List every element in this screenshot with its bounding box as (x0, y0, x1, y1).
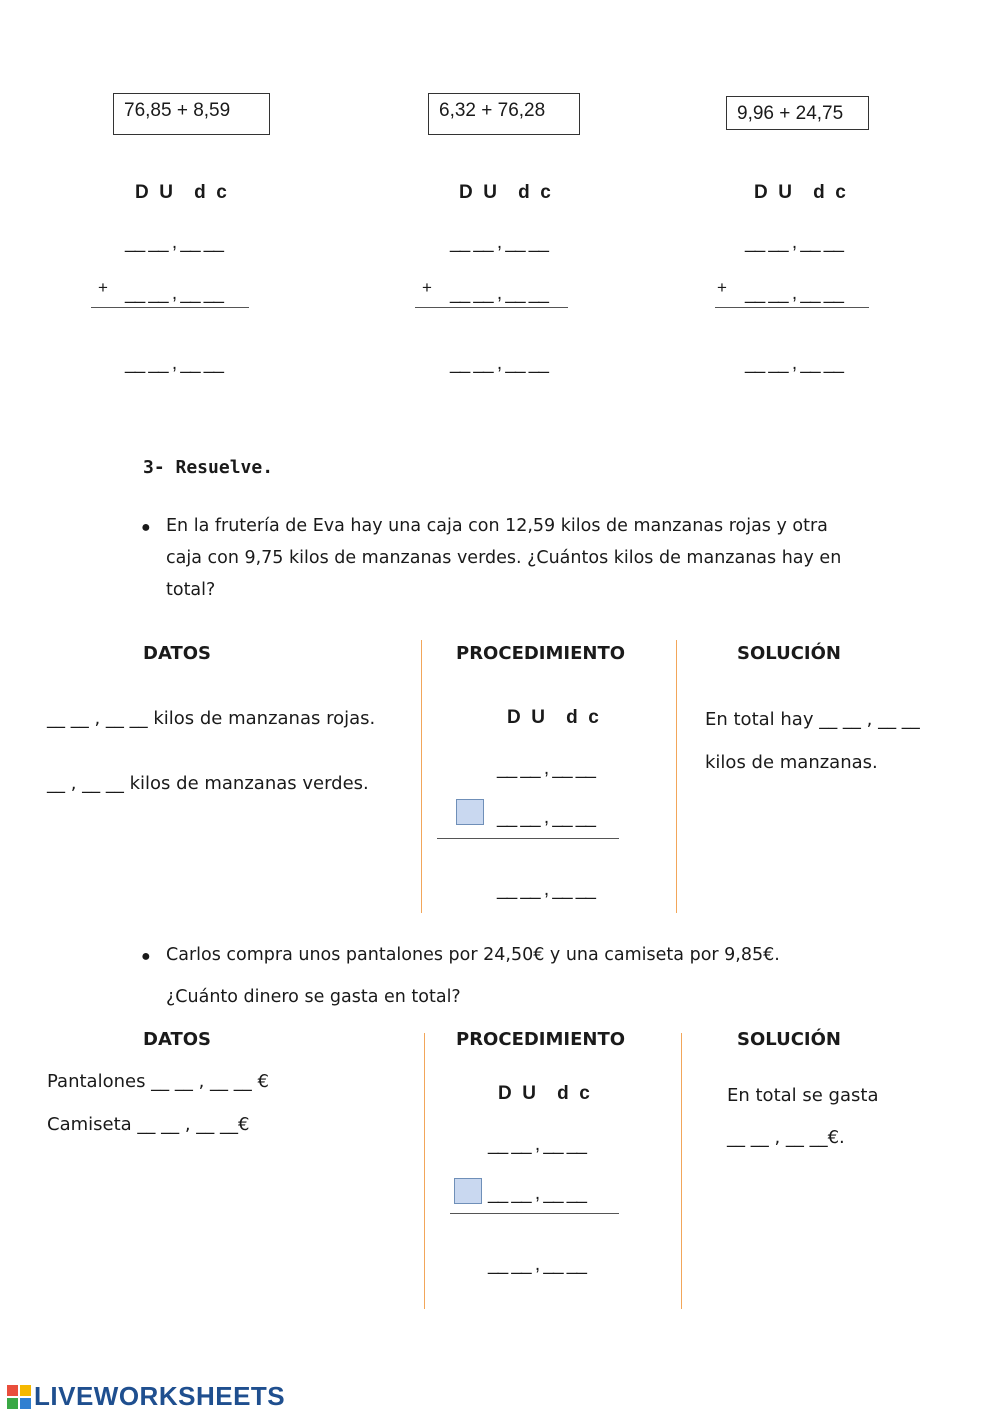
sum-rule-3 (715, 307, 869, 308)
problem-2-line-1: Carlos compra unos pantalones por 24,50€ y una camiseta por 9,85€. (166, 945, 780, 965)
sum-blank-1[interactable]: __ __ , __ __ (125, 353, 223, 374)
p1-addend-2-blank[interactable]: __ __ , __ __ (497, 807, 595, 828)
p2-addend-1-blank[interactable]: __ __ , __ __ (488, 1134, 586, 1155)
place-value-header-3: D U d c (754, 182, 846, 203)
problem-1-line-3: total? (166, 580, 216, 600)
problem-expression-2: 6,32 + 76,28 (439, 100, 546, 121)
addend-2-blank-3[interactable]: __ __ , __ __ (745, 283, 843, 304)
plus-sign-2: + (422, 278, 432, 297)
p2-sum-blank[interactable]: __ __ , __ __ (488, 1254, 586, 1275)
divider-1b (676, 640, 677, 913)
addend-2-blank-2[interactable]: __ __ , __ __ (450, 283, 548, 304)
p2-operator-input-box[interactable] (454, 1178, 482, 1204)
sum-rule-1 (91, 307, 249, 308)
addend-1-blank-3[interactable]: __ __ , __ __ (745, 232, 843, 253)
liveworksheets-logo-icon (6, 1384, 32, 1410)
p1-operator-input-box[interactable] (456, 799, 484, 825)
sum-blank-2[interactable]: __ __ , __ __ (450, 353, 548, 374)
bullet-2: ● (141, 948, 151, 965)
divider-2a (424, 1033, 425, 1309)
procedimiento-header-2: PROCEDIMIENTO (456, 1029, 626, 1050)
dato-camiseta[interactable]: Camiseta __ __ , __ __€ (47, 1114, 250, 1135)
p2-sum-rule (450, 1213, 619, 1214)
p1-solucion-line-1[interactable]: En total hay __ __ , __ __ (705, 709, 920, 730)
p1-sum-blank[interactable]: __ __ , __ __ (497, 879, 595, 900)
problem-expression-1: 76,85 + 8,59 (124, 100, 231, 121)
exercise-3-title: 3- Resuelve. (143, 457, 274, 478)
p2-addend-2-blank[interactable]: __ __ , __ __ (488, 1183, 586, 1204)
sum-blank-3[interactable]: __ __ , __ __ (745, 353, 843, 374)
problem-1-line-2: caja con 9,75 kilos de manzanas verdes. ¿Cuántos kilos de manzanas hay en (166, 548, 842, 568)
addend-1-blank-1[interactable]: __ __ , __ __ (125, 232, 223, 253)
bullet-1: ● (141, 519, 151, 536)
dato-pantalones[interactable]: Pantalones __ __ , __ __ € (47, 1071, 269, 1092)
liveworksheets-logo (6, 1381, 285, 1412)
place-value-header-2: D U d c (459, 182, 551, 203)
sum-rule-2 (415, 307, 568, 308)
place-value-header-p2: D U d c (498, 1083, 590, 1104)
procedimiento-header-1: PROCEDIMIENTO (456, 643, 626, 664)
problem-box-2 (428, 93, 580, 135)
solucion-header-2: SOLUCIÓN (737, 1029, 841, 1050)
addend-1-blank-2[interactable]: __ __ , __ __ (450, 232, 548, 253)
place-value-header-1: D U d c (135, 182, 227, 203)
problem-box-3 (726, 96, 869, 130)
problem-1-line-1: En la frutería de Eva hay una caja con 12,59 kilos de manzanas rojas y otra (166, 516, 828, 536)
problem-2-line-2: ¿Cuánto dinero se gasta en total? (166, 987, 461, 1007)
dato-2-green-apples[interactable]: __ , __ __ kilos de manzanas verdes. (47, 773, 369, 794)
dato-1-red-apples[interactable]: __ __ , __ __ kilos de manzanas rojas. (47, 708, 376, 729)
datos-header-2: DATOS (143, 1029, 212, 1050)
p2-solucion-line-2[interactable]: __ __ , __ __€. (727, 1127, 845, 1148)
divider-1a (421, 640, 422, 913)
plus-sign-1: + (98, 278, 108, 297)
problem-box-1 (113, 93, 270, 135)
p1-addend-1-blank[interactable]: __ __ , __ __ (497, 758, 595, 779)
addend-2-blank-1[interactable]: __ __ , __ __ (125, 283, 223, 304)
divider-2b (681, 1033, 682, 1309)
datos-header-1: DATOS (143, 643, 212, 664)
solucion-header-1: SOLUCIÓN (737, 643, 841, 664)
problem-1-statement (166, 510, 886, 606)
p2-solucion-line-1: En total se gasta (727, 1085, 879, 1106)
plus-sign-3: + (717, 278, 727, 297)
p1-sum-rule (437, 838, 619, 839)
problem-expression-3: 9,96 + 24,75 (737, 103, 844, 124)
place-value-header-p1: D U d c (507, 707, 599, 728)
p1-solucion-line-2: kilos de manzanas. (705, 752, 878, 773)
liveworksheets-logo-text: LIVEWORKSHEETS (34, 1381, 286, 1411)
